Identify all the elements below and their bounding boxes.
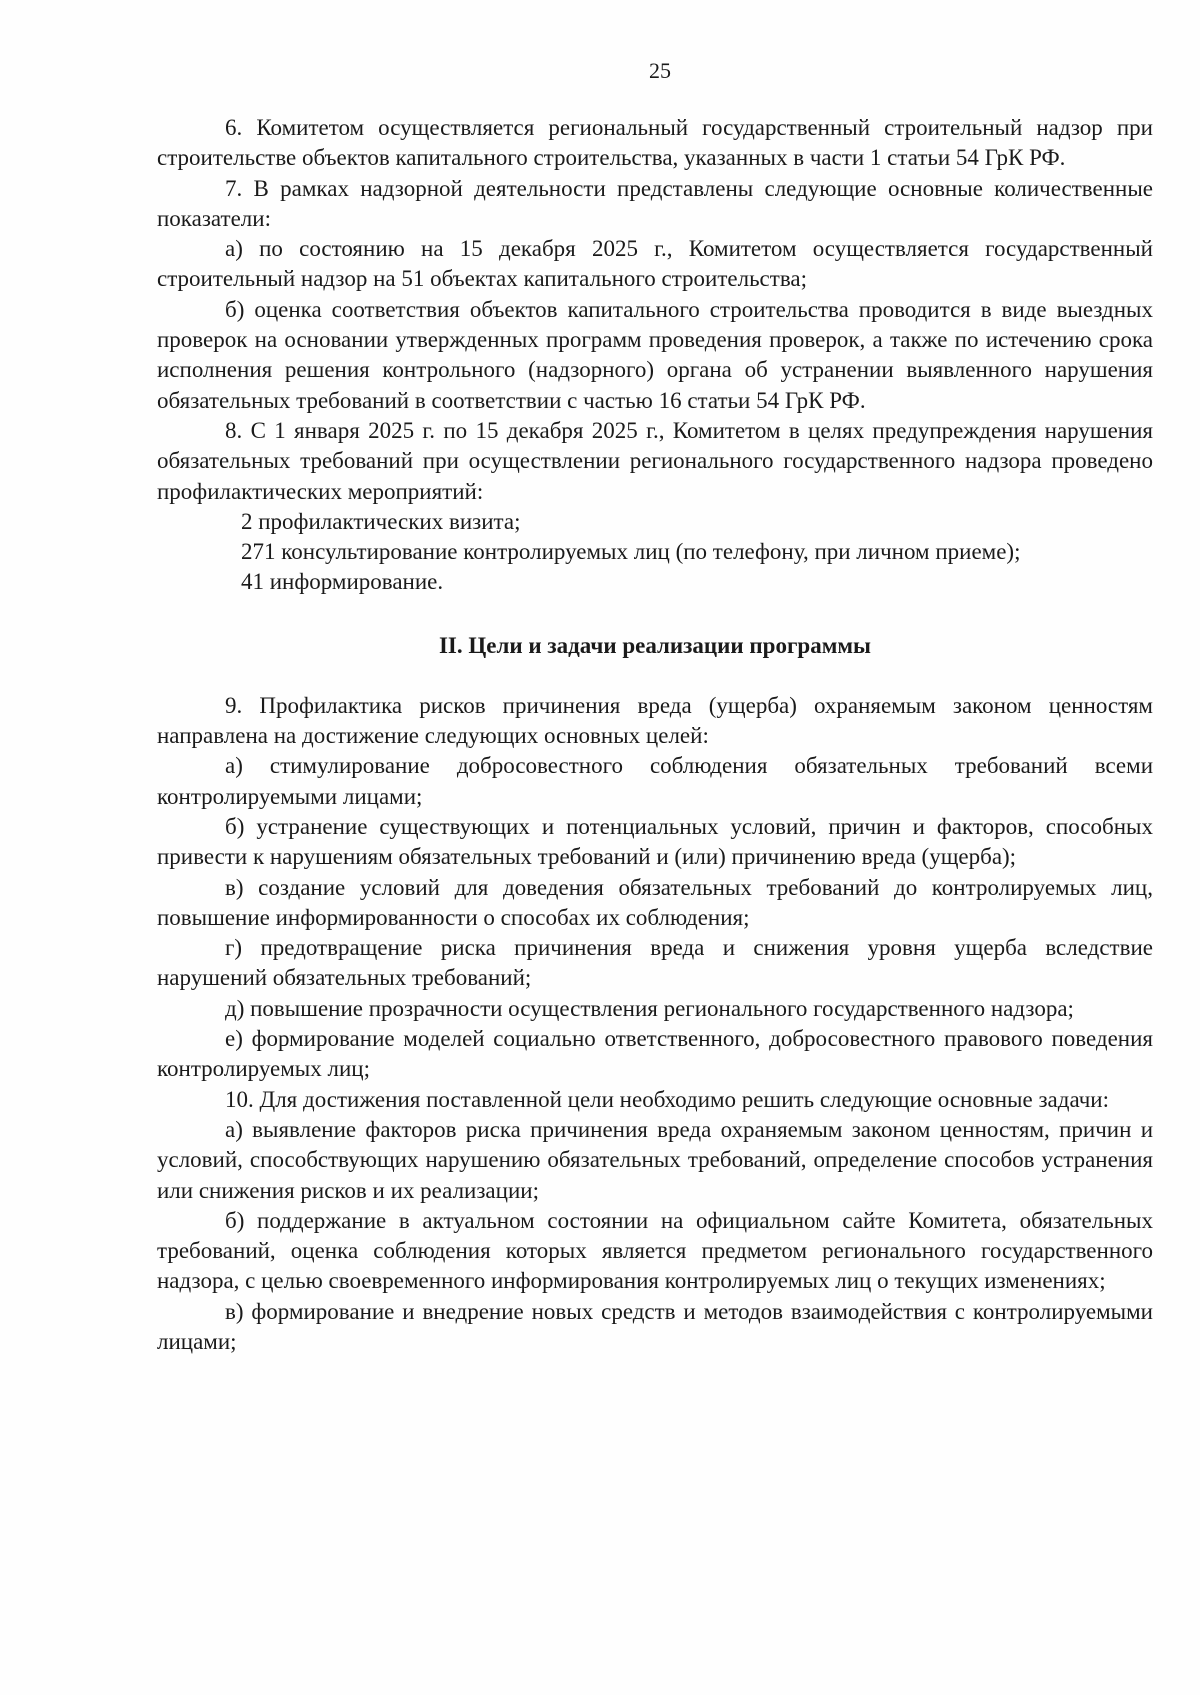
paragraph-7a: а) по состоянию на 15 декабря 2025 г., Комитетом осуществляется государственный строительный надзор на 51 объектах капитального строительства; xyxy=(157,236,1153,292)
list-item: 271 консультирование контролируемых лиц (по телефону, при личном приеме); xyxy=(241,539,1021,565)
list-item: 41 информирование. xyxy=(241,569,444,595)
paragraph-9a: а) стимулирование добросовестного соблюдения обязательных требований всеми контролируемыми лицами; xyxy=(157,753,1153,809)
section-heading: II. Цели и задачи реализации программы xyxy=(438,632,871,658)
paragraph-9v: в) создание условий для доведения обязательных требований до контролируемых лиц, повышение информированности о способах их соблюдения; xyxy=(157,874,1153,930)
document-body xyxy=(157,113,1153,1357)
list-item: 2 профилактических визита; xyxy=(241,508,521,534)
paragraph-8: 8. С 1 января 2025 г. по 15 декабря 2025 г., Комитетом в целях предупреждения нарушения обязательных требований при осуществлении регионального государственного надзора проведено профилактических мероприятий: xyxy=(157,417,1153,504)
paragraph-9g: г) предотвращение риска причинения вреда и снижения уровня ущерба вследствие нарушений обязательных требований; xyxy=(157,935,1153,991)
paragraph-9d: д) повышение прозрачности осуществления регионального государственного надзора; xyxy=(225,995,1074,1021)
paragraph-9b: б) устранение существующих и потенциальных условий, причин и факторов, способных привести к нарушениям обязательных требований и (или) причинению вреда (ущерба); xyxy=(157,813,1153,870)
paragraph-10v: в) формирование и внедрение новых средств и методов взаимодействия с контролируемыми лицами; xyxy=(157,1298,1153,1354)
paragraph-9e: е) формирование моделей социально ответственного, добросовестного правового поведения контролируемых лиц; xyxy=(157,1026,1153,1082)
paragraph-9: 9. Профилактика рисков причинения вреда (ущерба) охраняемым законом ценностям направлена на достижение следующих основных целей: xyxy=(157,692,1153,749)
paragraph-7b: б) оценка соответствия объектов капитального строительства проводится в виде выездных проверок на основании утвержденных программ проведения проверок, а также по истечению срока исполнения решения контрольного (надзорного) органа об устранении выявленного нарушения обязательных требований в соответствии с частью 16 статьи 54 ГрК РФ. xyxy=(157,296,1153,413)
page-number: 25 xyxy=(649,58,671,83)
paragraph-7: 7. В рамках надзорной деятельности представлены следующие основные количественные показатели: xyxy=(157,175,1153,231)
paragraph-10a: а) выявление факторов риска причинения вреда охраняемым законом ценностям, причин и условий, способствующих нарушению обязательных требований, определение способов устранения или снижения рисков и их реализации; xyxy=(157,1116,1153,1203)
paragraph-6: 6. Комитетом осуществляется региональный государственный строительный надзор при строительстве объектов капитального строительства, указанных в части 1 статьи 54 ГрК РФ. xyxy=(157,115,1153,171)
paragraph-10: 10. Для достижения поставленной цели необходимо решить следующие основные задачи: xyxy=(225,1086,1109,1112)
paragraph-10b: б) поддержание в актуальном состоянии на официальном сайте Комитета, обязательных требований, оценка соблюдения которых является предметом регионального государственного надзора, с целью своевременного информирования контролируемых лиц о текущих изменениях; xyxy=(157,1207,1153,1294)
